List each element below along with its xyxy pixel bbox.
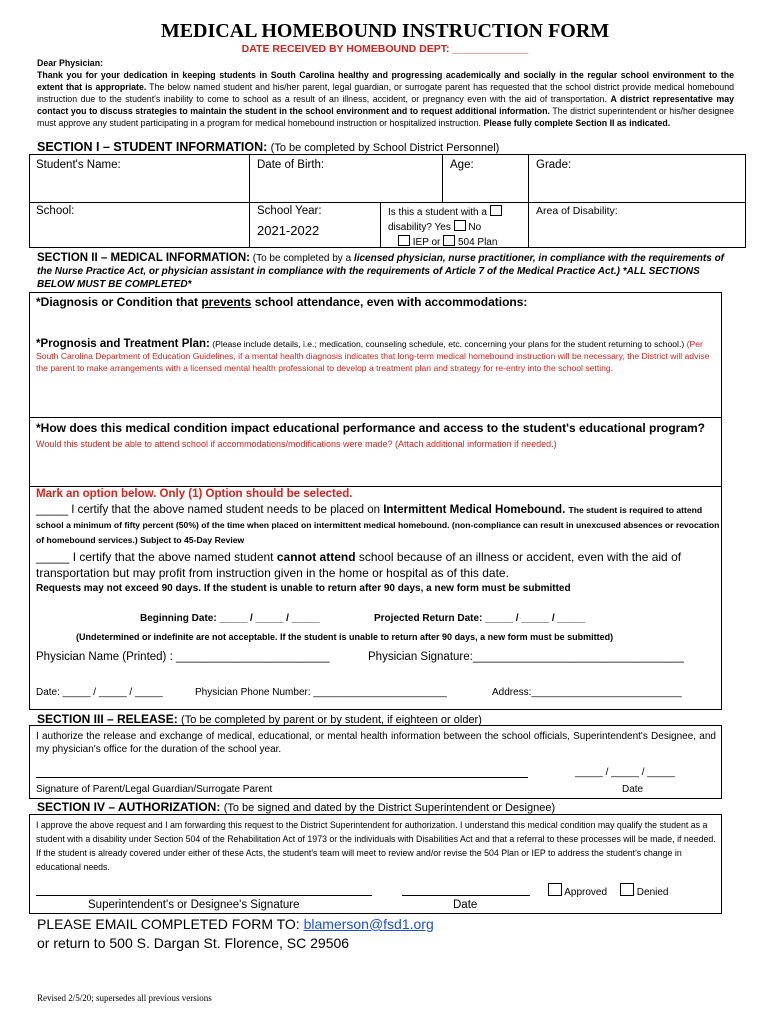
authorization-text: I approve the above request and I am forwarding this request to the District Superintendent for authorization. I understand this medical condition may qualify the student as a student with a disability under Section 504 of the Rehabilitation Act of 1973 or the individuals with Disabilities Act and that a referral to these processes will be made, if needed. If the student is already covered under either of these Acts, the student's team will meet to review and/or revise the 504 Plan or IEP to address the student's change in educational needs.	[36, 820, 716, 872]
diagnosis-label-a: *Diagnosis or Condition that	[36, 295, 202, 309]
physician-date-field[interactable]: Date: _____ / _____ / _____	[36, 687, 163, 698]
impact-red-text: Would this student be able to attend school if accommodations/modifications were made? (Attach additional information if needed.)	[36, 439, 557, 449]
medical-info-box	[29, 292, 722, 710]
prognosis-text: (Please include details, i.e.; medication, counseling schedule, etc. concerning your plans for the student returning to school.)	[212, 339, 685, 349]
iep-label: IEP or	[412, 237, 441, 248]
school-field[interactable]: School:	[36, 205, 75, 217]
intro-bold-2: A district representative may contact you to discuss strategies to maintain the student in the school environment and to request additional information.	[37, 94, 735, 117]
return-address: or return to 500 S. Dargan St. Florence, SC 29506	[37, 935, 350, 951]
student-info-table	[29, 154, 746, 248]
diagnosis-label-underline: prevents	[201, 295, 252, 309]
prognosis-red-text: (Per South Carolina Department of Education Guidelines, if a mental health diagnosis indicates that long-term medical homebound instruction will be necessary, the District will advise the parent to make arrangements with a licensed mental health professional to develop a treatment plan and strategy for re-entry into the school setting.	[36, 339, 710, 373]
option2-block	[36, 549, 720, 581]
option1-blank[interactable]: _____	[36, 504, 68, 516]
disability-question-text: Is this a student with a	[388, 207, 487, 218]
option1-block	[36, 503, 720, 548]
physician-phone-field[interactable]: Physician Phone Number: ________________________	[195, 687, 447, 698]
salutation: Dear Physician:	[37, 58, 104, 68]
parent-signature-line[interactable]	[36, 777, 528, 778]
release-date-label: Date	[622, 784, 644, 795]
authorization-box	[29, 814, 722, 914]
superintendent-signature-label: Superintendent's or Designee's Signature	[88, 899, 300, 911]
grade-field[interactable]: Grade:	[536, 159, 572, 171]
denied-option	[620, 883, 668, 898]
disability-yes-checkbox[interactable]	[490, 205, 502, 216]
date-received-line: DATE RECEIVED BY HOMEBOUND DEPT: _____________	[241, 43, 529, 55]
authorization-date-label: Date	[453, 899, 478, 911]
mark-option-instruction: Mark an option below. Only (1) Option should be selected.	[36, 488, 353, 500]
intro-bold: Thank you for your dedication in keeping students in South Carolina healthy and progressing academically and socially in the regular school environment to the extent that is appropriate.	[37, 70, 734, 93]
iep-checkbox[interactable]	[398, 235, 410, 246]
section4-note: (To be signed and dated by the District Superintendent or Designee)	[223, 802, 556, 814]
section1-heading: SECTION I – STUDENT INFORMATION:	[37, 140, 268, 154]
parent-signature-label: Signature of Parent/Legal Guardian/Surrogate Parent	[36, 784, 273, 795]
superintendent-signature-line[interactable]	[36, 895, 372, 896]
option2-text-a: I certify that the above named student	[72, 550, 274, 564]
section2-heading: SECTION II – MEDICAL INFORMATION:	[37, 252, 250, 264]
intro-bold-3: Please fully complete Section II as indicated.	[483, 118, 671, 129]
email-link[interactable]: blamerson@fsd1.org	[303, 916, 434, 932]
approved-option	[548, 883, 607, 898]
physician-signature-field[interactable]: Physician Signature:_________________________________	[368, 651, 684, 663]
approved-checkbox[interactable]	[548, 883, 562, 896]
option2-text-c: school because of an illness or accident, even with the aid of transportation but may profit from instruction given in the home or hospital as of this date.	[36, 550, 682, 580]
student-name-field[interactable]: Student's Name:	[36, 159, 121, 171]
option1-text-b: Intermittent Medical Homebound.	[383, 504, 566, 516]
physician-address-field[interactable]: Address:___________________________	[492, 687, 682, 698]
diagnosis-label-b: school attendance, even with accommodations:	[251, 295, 528, 309]
email-instruction-text: PLEASE EMAIL COMPLETED FORM TO:	[37, 916, 300, 932]
option2-text-b: cannot attend	[276, 550, 356, 564]
section1-heading-row	[37, 140, 499, 155]
section2-note-b: licensed physician, nurse practitioner, in compliance with the requirements of the Nurse Practice Act, or physician assistant in compliance with the requirements of Article 7 of the Medical Practice Act.) *ALL SECTIONS BELOW MUST BE COMPLETED*	[37, 253, 725, 290]
prognosis-label: *Prognosis and Treatment Plan:	[36, 338, 210, 350]
plan504-checkbox[interactable]	[443, 235, 455, 246]
school-year-value: 2021-2022	[257, 223, 320, 238]
impact-label: *How does this medical condition impact educational performance and access to the student's educational program?	[36, 421, 705, 435]
form-title: MEDICAL HOMEBOUND INSTRUCTION FORM	[160, 20, 610, 42]
option2-blank[interactable]: _____	[36, 550, 70, 564]
denied-label: Denied	[636, 887, 669, 898]
disability-no-label: No	[468, 222, 482, 233]
section3-note: (To be completed by parent or by student, if eighteen or older)	[181, 714, 482, 726]
option2-limit-note: Requests may not exceed 90 days. If the student is unable to return after 90 days, a new form must be submitted	[36, 583, 571, 594]
age-field[interactable]: Age:	[450, 159, 474, 171]
school-year-label: School Year:	[257, 205, 322, 217]
intro-paragraph	[37, 57, 734, 130]
area-of-disability-field[interactable]: Area of Disability:	[536, 205, 618, 217]
undetermined-note: (Undetermined or indefinite are not acceptable. If the student is unable to return after 90 days, a new form must be submitted)	[76, 632, 614, 642]
diagnosis-field[interactable]	[36, 295, 527, 309]
section4-heading-row	[37, 800, 555, 815]
option1-text-a: I certify that the above named student needs to be placed on	[71, 504, 380, 516]
revision-note: Revised 2/5/20; supersedes all previous versions	[37, 993, 212, 1003]
section2-heading-block	[37, 252, 737, 291]
approved-label: Approved	[564, 887, 608, 898]
intro-text-1: The below named student and his/her parent, legal guardian, or surrogate parent has requested that the school district provide medical homebound instruction due to the student's inability to come to school as a result of an illness, accident, or pregnancy even with the aid of transportation.	[37, 82, 734, 105]
physician-name-field[interactable]: Physician Name (Printed) : ________________________	[36, 651, 330, 663]
release-text: I authorize the release and exchange of medical, educational, or mental health information between the school officials, Superintendent's Designee, and my physician's office for the duration of the school year.	[36, 731, 716, 755]
release-date-blanks[interactable]: _____ / _____ / _____	[575, 767, 676, 778]
intro-text-2: The district superintendent or his/her designee must approve any student participating in a program for medical homebound instruction or hospitalized instruction.	[37, 106, 734, 129]
section4-heading: SECTION IV – AUTHORIZATION:	[37, 800, 221, 814]
authorization-date-line[interactable]	[402, 895, 530, 896]
disability-yes-label: disability? Yes	[388, 222, 451, 233]
impact-field[interactable]	[36, 421, 716, 452]
beginning-date-field[interactable]: Beginning Date: _____ / _____ / _____	[140, 613, 320, 624]
disability-question	[388, 205, 528, 250]
denied-checkbox[interactable]	[620, 883, 634, 896]
plan504-label: 504 Plan	[457, 237, 498, 248]
section3-heading: SECTION III – RELEASE:	[37, 712, 178, 726]
release-box	[29, 725, 722, 799]
dob-field[interactable]: Date of Birth:	[257, 159, 325, 171]
disability-no-checkbox[interactable]	[454, 220, 466, 231]
section2-note-a: (To be completed by a	[252, 253, 352, 264]
option1-text-c: The student is required to attend school a minimum of fifty percent (50%) of the time when placed on intermittent medical homebound. (non-compliance can result in unexcused absences or revocation of homebound services.) Subject to 45-Day Review	[36, 505, 720, 545]
section1-note: (To be completed by School District Personnel)	[270, 142, 500, 154]
prognosis-field[interactable]	[36, 338, 716, 374]
email-instruction	[37, 916, 434, 932]
projected-return-date-field[interactable]: Projected Return Date: _____ / _____ / _____	[374, 613, 586, 624]
